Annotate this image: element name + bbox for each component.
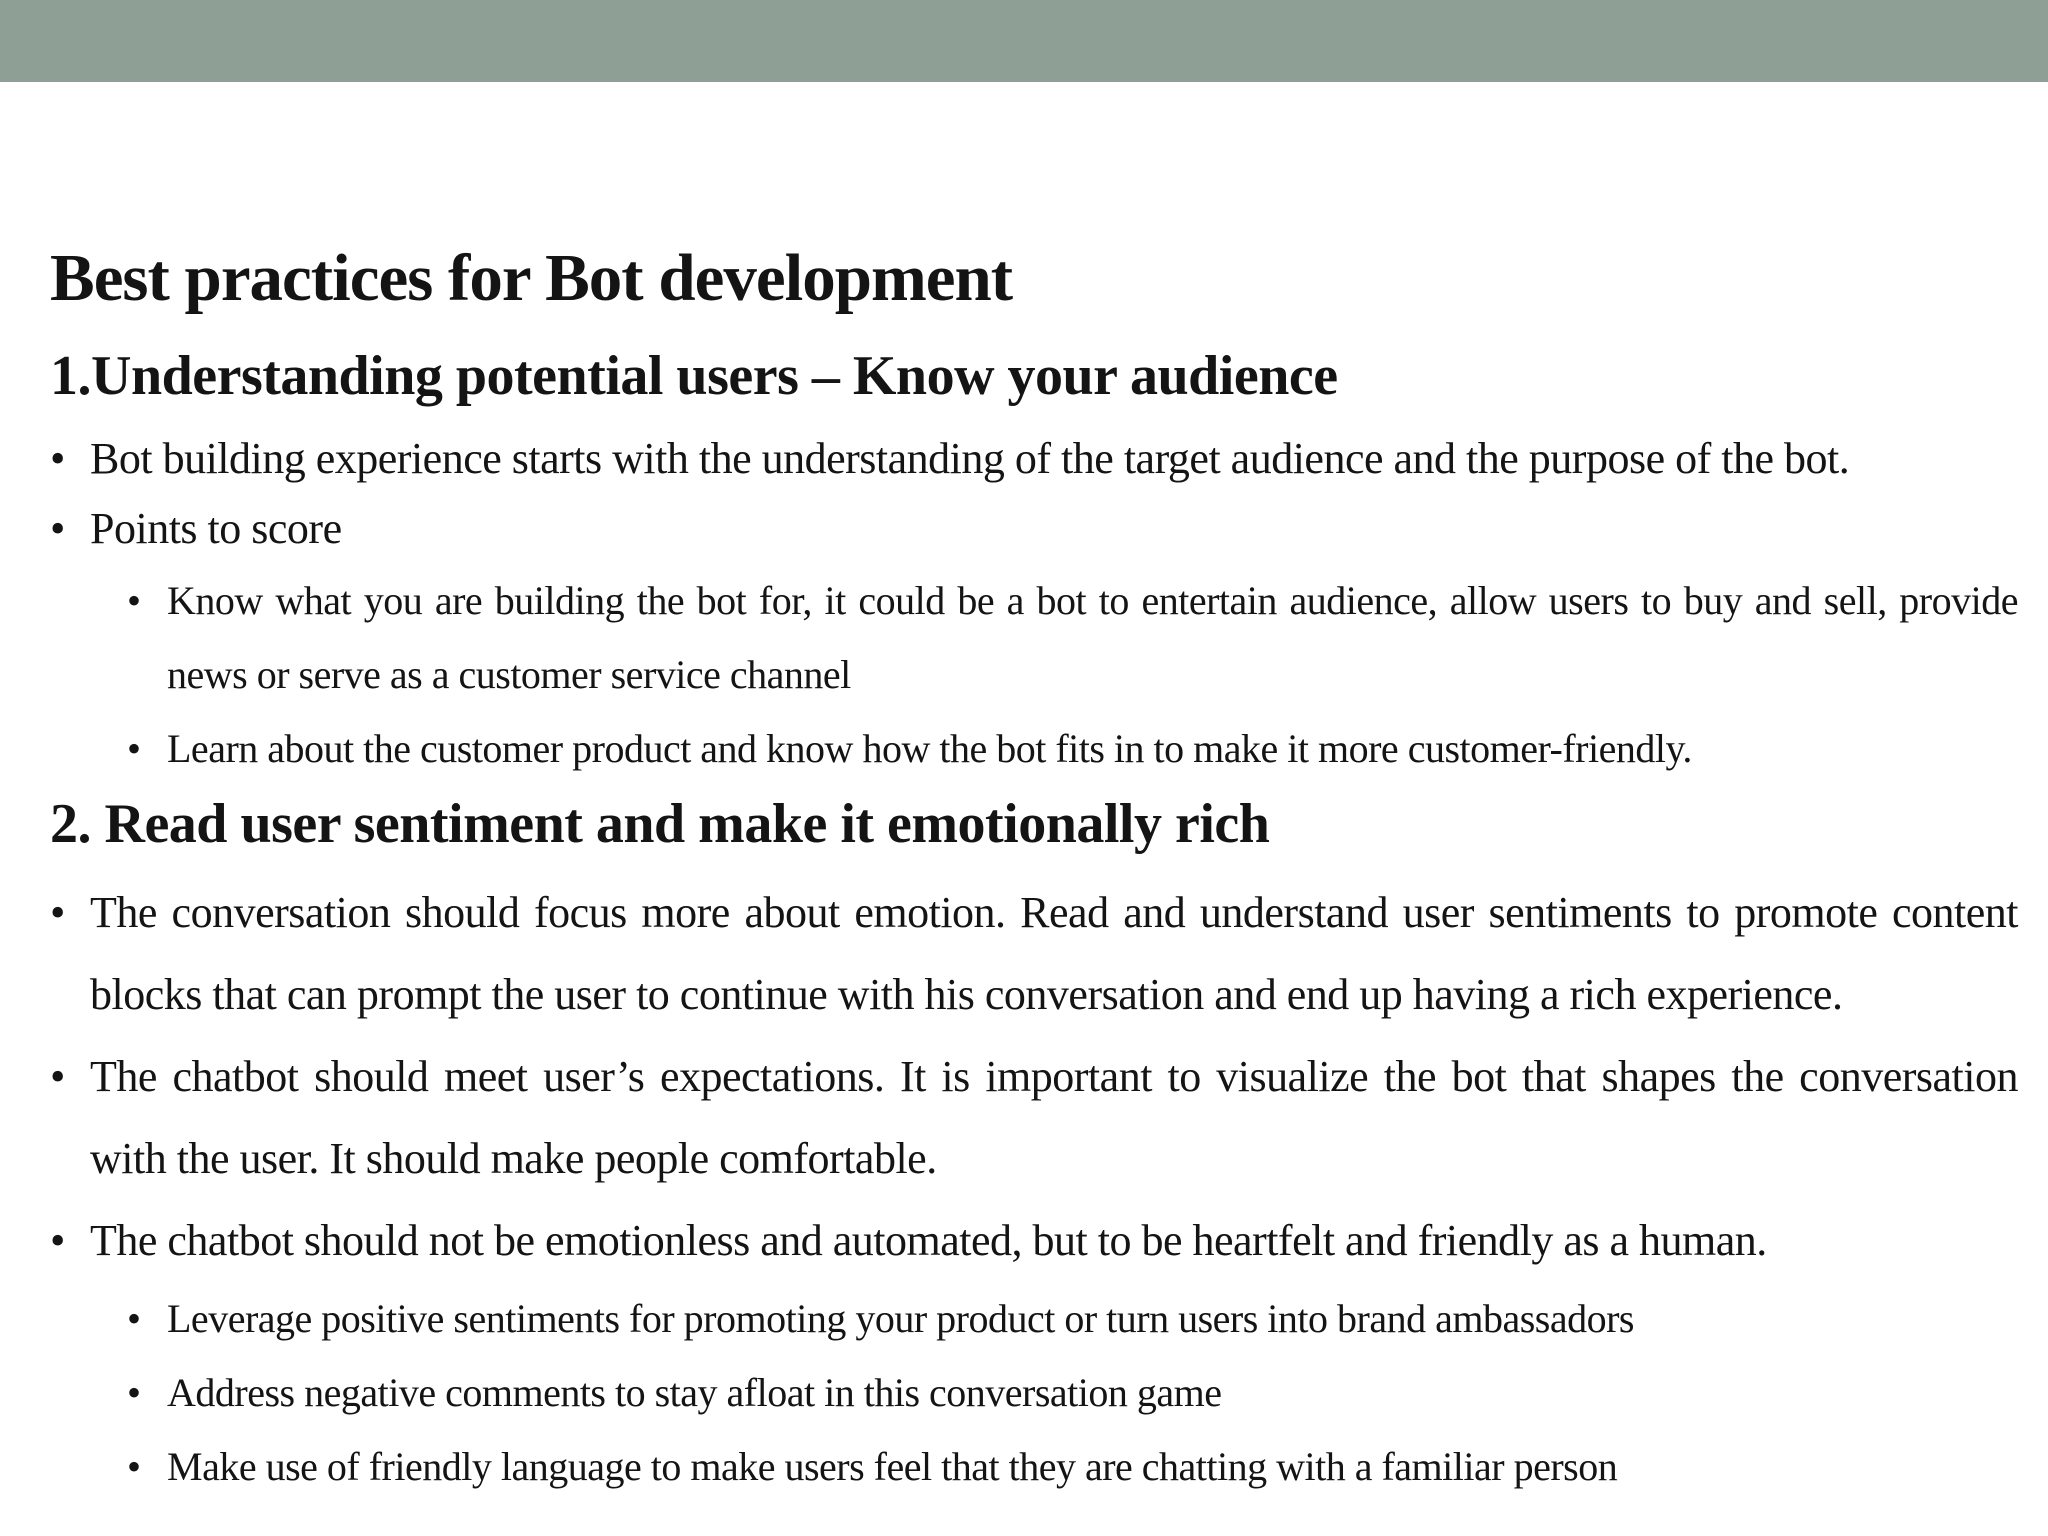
bullet-item: • The conversation should focus more about emotion. Read and understand user sentiments to promote content blocks that can prompt the user to continue with his conversation and end up having a rich experience. <box>50 872 2018 1036</box>
bullet-item: • Points to score <box>50 494 2018 564</box>
sub-bullet-item: • Know what you are building the bot for, it could be a bot to entertain audience, allow users to buy and sell, provide news or serve as a customer service channel <box>127 564 2018 712</box>
slide-title: Best practices for Bot development <box>50 241 1013 315</box>
sub-bullet-item: • Learn about the customer product and know how the bot fits in to make it more customer-friendly. <box>127 712 2018 786</box>
section-heading-1: 1.Understanding potential users – Know your audience <box>50 345 1338 407</box>
sub-bullet-item: • Leverage positive sentiments for promoting your product or turn users into brand ambassadors <box>127 1282 2018 1356</box>
slide-content <box>50 232 2018 1504</box>
bullet-item: • The chatbot should not be emotionless and automated, but to be heartfelt and friendly as a human. <box>50 1200 2018 1282</box>
sub-bullet-item: • Address negative comments to stay afloat in this conversation game <box>127 1356 2018 1430</box>
header-band <box>0 0 2048 82</box>
sub-bullet-item: • Make use of friendly language to make users feel that they are chatting with a familiar person <box>127 1430 2018 1504</box>
bullet-item: • The chatbot should meet user’s expectations. It is important to visualize the bot that shapes the conversation with the user. It should make people comfortable. <box>50 1036 2018 1200</box>
bullet-item: • Bot building experience starts with the understanding of the target audience and the purpose of the bot. <box>50 424 2018 494</box>
section-heading-2: 2. Read user sentiment and make it emotionally rich <box>50 793 1270 855</box>
